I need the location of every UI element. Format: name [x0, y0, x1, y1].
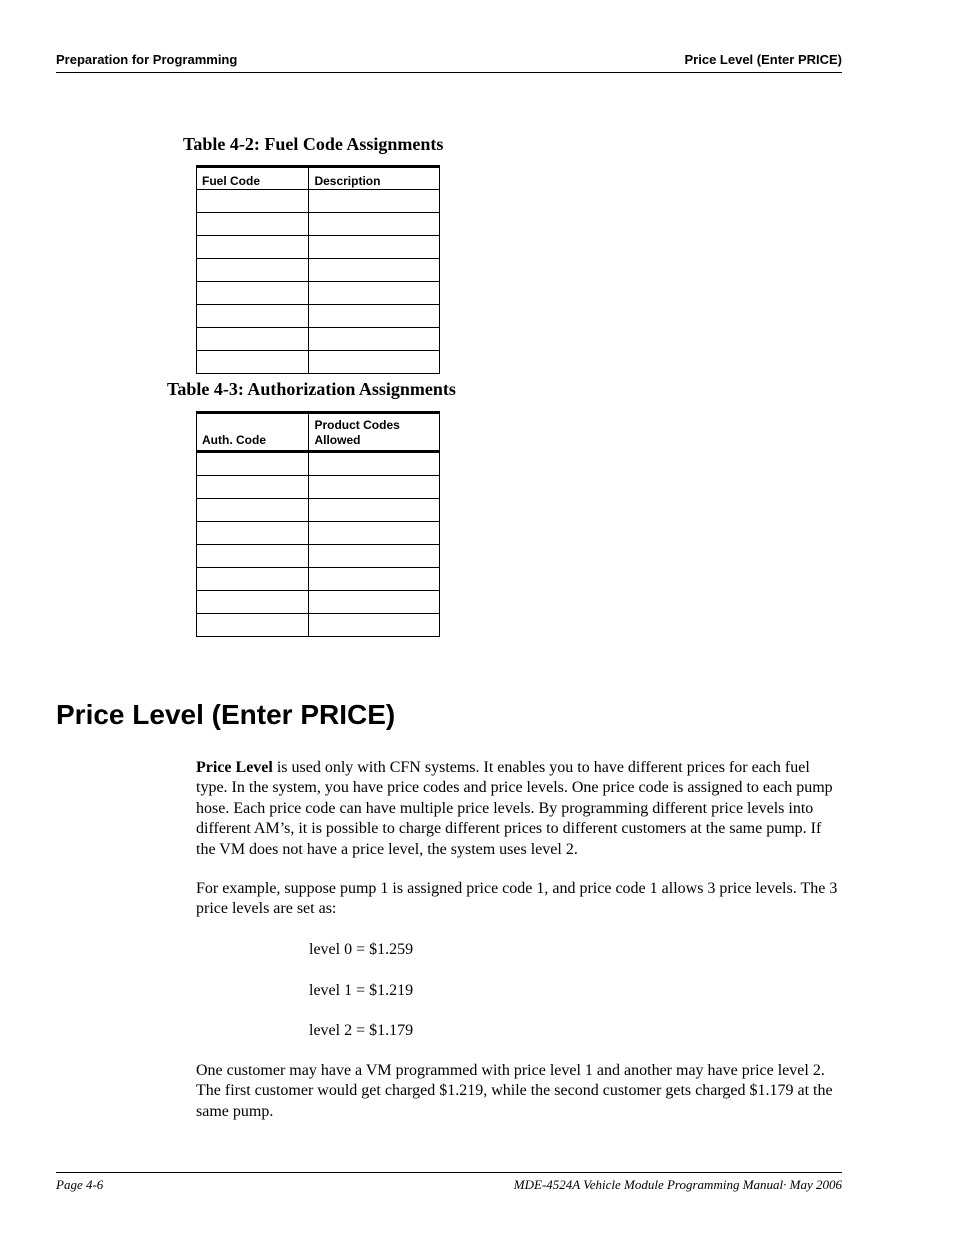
table-row — [197, 545, 440, 568]
table-row — [197, 190, 440, 213]
table-cell — [197, 213, 309, 236]
table-cell — [197, 259, 309, 282]
column-header-auth-code: Auth. Code — [197, 413, 309, 452]
running-header-right: Price Level (Enter PRICE) — [684, 52, 842, 67]
table-cell — [197, 591, 309, 614]
table-cell — [309, 499, 440, 522]
table-row — [197, 568, 440, 591]
table-row — [197, 236, 440, 259]
table-cell — [197, 568, 309, 591]
table-cell — [309, 305, 440, 328]
table-cell — [309, 328, 440, 351]
column-header-product-codes — [309, 413, 440, 452]
table-caption-authorization: Table 4-3: Authorization Assignments — [167, 379, 456, 399]
table-row — [197, 591, 440, 614]
price-level-line: level 2 = $1.179 — [309, 1022, 414, 1039]
table-caption-fuel-codes: Table 4-2: Fuel Code Assignments — [183, 134, 444, 154]
table-cell — [197, 545, 309, 568]
table-cell — [197, 305, 309, 328]
footer-rule — [56, 1172, 842, 1173]
table-cell — [197, 452, 309, 476]
table-row — [197, 282, 440, 305]
authorization-table — [196, 411, 440, 637]
table-cell — [309, 282, 440, 305]
fuel-code-table — [196, 165, 440, 374]
paragraph-text: is used only with CFN systems. It enables you to have different prices for each fuel type. In the system, you have price codes and price levels. One price code is assigned to each pump hose. Each price code can have multiple price levels. By programming different price levels into different AM’s, it is possible to charge different prices to different customers at the same pump. If the VM does not have a price level, the system uses level 2. — [196, 759, 833, 858]
table-cell — [309, 452, 440, 476]
table-cell — [309, 236, 440, 259]
table-cell — [309, 522, 440, 545]
table-cell — [309, 190, 440, 213]
section-title: Price Level (Enter PRICE) — [56, 699, 396, 730]
table-header-row — [197, 413, 440, 452]
table-cell — [197, 499, 309, 522]
table-cell — [309, 259, 440, 282]
column-header-description: Description — [309, 167, 440, 190]
table-cell — [309, 545, 440, 568]
table-row — [197, 476, 440, 499]
table-cell — [197, 522, 309, 545]
table-row — [197, 328, 440, 351]
table-row — [197, 522, 440, 545]
price-level-line: level 1 = $1.219 — [309, 982, 414, 999]
table-cell — [309, 476, 440, 499]
table-cell — [309, 614, 440, 637]
table-cell — [197, 614, 309, 637]
price-level-line: level 0 = $1.259 — [309, 941, 414, 958]
table-cell — [309, 213, 440, 236]
header-rule — [56, 72, 842, 73]
table-header-row — [197, 167, 440, 190]
body-paragraph: One customer may have a VM programmed with price level 1 and another may have price level 2. The first customer would get charged $1.219, while the second customer gets charged $1.179 at the same pump. — [196, 1062, 833, 1120]
body-paragraph — [196, 758, 844, 860]
table-cell — [309, 351, 440, 374]
table-row — [197, 259, 440, 282]
page-number: Page 4-6 — [56, 1177, 104, 1192]
table-cell — [197, 328, 309, 351]
table-cell — [197, 476, 309, 499]
table-row — [197, 305, 440, 328]
table-row — [197, 614, 440, 637]
table-row — [197, 452, 440, 476]
body-paragraph: For example, suppose pump 1 is assigned price code 1, and price code 1 allows 3 price levels. The 3 price levels are set as: — [196, 880, 838, 918]
table-row — [197, 351, 440, 374]
column-header-line: Allowed — [314, 433, 361, 447]
table-cell — [197, 351, 309, 374]
running-header-left: Preparation for Programming — [56, 52, 238, 67]
table-cell — [197, 282, 309, 305]
column-header-fuel-code: Fuel Code — [197, 167, 309, 190]
table-cell — [309, 591, 440, 614]
table-cell — [197, 236, 309, 259]
table-cell — [309, 568, 440, 591]
document-title: MDE-4524A Vehicle Module Programming Manual· May 2006 — [513, 1177, 842, 1192]
table-row — [197, 213, 440, 236]
bold-term: Price Level — [196, 759, 273, 776]
column-header-line: Product Codes — [314, 418, 400, 432]
table-cell — [197, 190, 309, 213]
table-row — [197, 499, 440, 522]
